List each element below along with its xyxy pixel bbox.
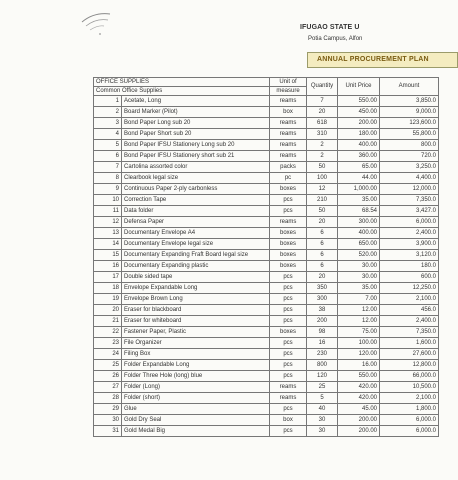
amount: 123,600.0 bbox=[380, 118, 439, 129]
unit-of-measure: reams bbox=[270, 393, 307, 404]
item-number: 2 bbox=[94, 107, 122, 118]
item-number: 16 bbox=[94, 261, 122, 272]
item-number: 18 bbox=[94, 283, 122, 294]
quantity: 38 bbox=[307, 305, 338, 316]
unit-of-measure: box bbox=[270, 107, 307, 118]
table-row bbox=[94, 316, 439, 327]
quantity: 200 bbox=[307, 316, 338, 327]
item-description: File Organizer bbox=[122, 338, 270, 349]
amount: 1,600.0 bbox=[380, 338, 439, 349]
unit-of-measure: pcs bbox=[270, 338, 307, 349]
quantity: 618 bbox=[307, 118, 338, 129]
item-description: Bond Paper IFSU Stationery short sub 21 bbox=[122, 151, 270, 162]
item-description: Data folder bbox=[122, 206, 270, 217]
item-description: Folder Expandable Long bbox=[122, 360, 270, 371]
table-row bbox=[94, 272, 439, 283]
quantity: 300 bbox=[307, 294, 338, 305]
quantity: 50 bbox=[307, 162, 338, 173]
amount: 3,900.0 bbox=[380, 239, 439, 250]
unit-of-measure: reams bbox=[270, 129, 307, 140]
amount: 2,400.0 bbox=[380, 228, 439, 239]
unit-of-measure: pcs bbox=[270, 294, 307, 305]
quantity: 210 bbox=[307, 195, 338, 206]
item-description: Board Marker (Pilot) bbox=[122, 107, 270, 118]
item-number: 4 bbox=[94, 129, 122, 140]
subsection-title: Common Office Supplies bbox=[94, 87, 270, 96]
quantity: 6 bbox=[307, 239, 338, 250]
unit-price: 1,000.00 bbox=[338, 184, 380, 195]
amount: 3,850.0 bbox=[380, 96, 439, 107]
unit-price: 12.00 bbox=[338, 305, 380, 316]
unit-price: 400.00 bbox=[338, 228, 380, 239]
unit-price: 550.00 bbox=[338, 96, 380, 107]
unit-price: 180.00 bbox=[338, 129, 380, 140]
table-row bbox=[94, 96, 439, 107]
table-row bbox=[94, 261, 439, 272]
unit-of-measure: reams bbox=[270, 140, 307, 151]
unit-price: 200.00 bbox=[338, 415, 380, 426]
table-row bbox=[94, 294, 439, 305]
table-row bbox=[94, 305, 439, 316]
amount: 2,100.0 bbox=[380, 393, 439, 404]
quantity: 7 bbox=[307, 96, 338, 107]
amount: 2,100.0 bbox=[380, 294, 439, 305]
amount: 12,000.0 bbox=[380, 184, 439, 195]
unit-of-measure: pcs bbox=[270, 360, 307, 371]
unit-price: 75.00 bbox=[338, 327, 380, 338]
unit-of-measure: boxes bbox=[270, 250, 307, 261]
unit-price: 30.00 bbox=[338, 261, 380, 272]
amount: 1,800.0 bbox=[380, 404, 439, 415]
item-number: 7 bbox=[94, 162, 122, 173]
table-row bbox=[94, 404, 439, 415]
table-row bbox=[94, 250, 439, 261]
item-number: 30 bbox=[94, 415, 122, 426]
item-number: 3 bbox=[94, 118, 122, 129]
amount: 7,350.0 bbox=[380, 327, 439, 338]
unit-column-header: Unit of bbox=[270, 78, 307, 87]
item-number: 20 bbox=[94, 305, 122, 316]
item-number: 31 bbox=[94, 426, 122, 437]
item-description: Glue bbox=[122, 404, 270, 415]
quantity: 25 bbox=[307, 382, 338, 393]
unit-price: 450.00 bbox=[338, 107, 380, 118]
unit-price: 550.00 bbox=[338, 371, 380, 382]
quantity: 30 bbox=[307, 426, 338, 437]
quantity: 6 bbox=[307, 250, 338, 261]
amount: 3,250.0 bbox=[380, 162, 439, 173]
item-description: Bond Paper Long sub 20 bbox=[122, 118, 270, 129]
item-description: Acetate, Long bbox=[122, 96, 270, 107]
item-description: Documentary Envelope legal size bbox=[122, 239, 270, 250]
unit-of-measure: pcs bbox=[270, 195, 307, 206]
table-row bbox=[94, 162, 439, 173]
unit-price: 12.00 bbox=[338, 316, 380, 327]
unit-price: 300.00 bbox=[338, 217, 380, 228]
unit-of-measure: reams bbox=[270, 96, 307, 107]
unit-price: 16.00 bbox=[338, 360, 380, 371]
unit-price: 650.00 bbox=[338, 239, 380, 250]
university-logo bbox=[80, 8, 116, 38]
table-row bbox=[94, 129, 439, 140]
quantity: 6 bbox=[307, 261, 338, 272]
table-row bbox=[94, 415, 439, 426]
item-description: Documentary Expanding Fraft Board legal size bbox=[122, 250, 270, 261]
quantity: 12 bbox=[307, 184, 338, 195]
table-row bbox=[94, 393, 439, 404]
amount: 4,400.0 bbox=[380, 173, 439, 184]
procurement-table bbox=[93, 77, 439, 437]
table-row bbox=[94, 360, 439, 371]
unit-price: 200.00 bbox=[338, 118, 380, 129]
table-row bbox=[94, 338, 439, 349]
amount: 6,000.0 bbox=[380, 426, 439, 437]
amount: 6,000.0 bbox=[380, 415, 439, 426]
item-number: 21 bbox=[94, 316, 122, 327]
item-number: 13 bbox=[94, 228, 122, 239]
table-row bbox=[94, 151, 439, 162]
item-description: Continuous Paper 2-ply carbonless bbox=[122, 184, 270, 195]
item-number: 10 bbox=[94, 195, 122, 206]
table-row bbox=[94, 195, 439, 206]
amount: 6,000.0 bbox=[380, 217, 439, 228]
amount: 600.0 bbox=[380, 272, 439, 283]
item-description: Folder (Long) bbox=[122, 382, 270, 393]
plan-title-banner: ANNUAL PROCUREMENT PLAN bbox=[307, 52, 458, 68]
item-description: Eraser for whiteboard bbox=[122, 316, 270, 327]
table-row bbox=[94, 217, 439, 228]
quantity: 120 bbox=[307, 371, 338, 382]
item-description: Envelope Brown Long bbox=[122, 294, 270, 305]
unit-price-column-header: Unit Price bbox=[338, 78, 380, 96]
item-number: 14 bbox=[94, 239, 122, 250]
item-description: Fastener Paper, Plastic bbox=[122, 327, 270, 338]
quantity-column-header: Quantity bbox=[307, 78, 338, 96]
amount: 9,000.0 bbox=[380, 107, 439, 118]
item-description: Cartolina assorted color bbox=[122, 162, 270, 173]
unit-price: 68.54 bbox=[338, 206, 380, 217]
amount: 180.0 bbox=[380, 261, 439, 272]
quantity: 16 bbox=[307, 338, 338, 349]
quantity: 350 bbox=[307, 283, 338, 294]
table-row bbox=[94, 140, 439, 151]
amount: 55,800.0 bbox=[380, 129, 439, 140]
item-number: 1 bbox=[94, 96, 122, 107]
item-number: 15 bbox=[94, 250, 122, 261]
table-body bbox=[94, 96, 439, 437]
item-number: 24 bbox=[94, 349, 122, 360]
item-description: Documentary Expanding plastic bbox=[122, 261, 270, 272]
table-row bbox=[94, 283, 439, 294]
unit-of-measure: pcs bbox=[270, 206, 307, 217]
unit-of-measure: reams bbox=[270, 217, 307, 228]
unit-of-measure: reams bbox=[270, 118, 307, 129]
quantity: 98 bbox=[307, 327, 338, 338]
unit-of-measure: pcs bbox=[270, 404, 307, 415]
quantity: 800 bbox=[307, 360, 338, 371]
quantity: 6 bbox=[307, 228, 338, 239]
quantity: 20 bbox=[307, 217, 338, 228]
quantity: 310 bbox=[307, 129, 338, 140]
table-row bbox=[94, 239, 439, 250]
quantity: 230 bbox=[307, 349, 338, 360]
unit-of-measure: boxes bbox=[270, 184, 307, 195]
unit-price: 45.00 bbox=[338, 404, 380, 415]
unit-of-measure: boxes bbox=[270, 239, 307, 250]
campus-address: Potia Campus, Alfon bbox=[308, 36, 363, 42]
item-number: 27 bbox=[94, 382, 122, 393]
item-number: 28 bbox=[94, 393, 122, 404]
unit-of-measure: box bbox=[270, 415, 307, 426]
unit-of-measure: pcs bbox=[270, 272, 307, 283]
unit-of-measure: reams bbox=[270, 151, 307, 162]
amount: 800.0 bbox=[380, 140, 439, 151]
unit-of-measure: pcs bbox=[270, 426, 307, 437]
unit-of-measure: boxes bbox=[270, 261, 307, 272]
item-description: Bond Paper IFSU Stationery Long sub 20 bbox=[122, 140, 270, 151]
quantity: 20 bbox=[307, 272, 338, 283]
unit-of-measure: pcs bbox=[270, 349, 307, 360]
amount: 66,000.0 bbox=[380, 371, 439, 382]
table-row bbox=[94, 107, 439, 118]
item-description: Folder (short) bbox=[122, 393, 270, 404]
institution-name: IFUGAO STATE U bbox=[300, 24, 360, 31]
amount: 2,400.0 bbox=[380, 316, 439, 327]
item-description: Gold Medal Big bbox=[122, 426, 270, 437]
quantity: 20 bbox=[307, 107, 338, 118]
quantity: 50 bbox=[307, 206, 338, 217]
unit-of-measure: pcs bbox=[270, 316, 307, 327]
unit-price: 30.00 bbox=[338, 272, 380, 283]
item-number: 11 bbox=[94, 206, 122, 217]
unit-price: 520.00 bbox=[338, 250, 380, 261]
amount: 3,120.0 bbox=[380, 250, 439, 261]
table-row bbox=[94, 118, 439, 129]
unit-of-measure: pcs bbox=[270, 283, 307, 294]
unit-price: 35.00 bbox=[338, 283, 380, 294]
item-description: Defensa Paper bbox=[122, 217, 270, 228]
item-description: Filing Box bbox=[122, 349, 270, 360]
amount-column-header: Amount bbox=[380, 78, 439, 96]
item-number: 23 bbox=[94, 338, 122, 349]
table-row bbox=[94, 173, 439, 184]
item-description: Envelope Expandable Long bbox=[122, 283, 270, 294]
unit-price: 65.00 bbox=[338, 162, 380, 173]
item-number: 19 bbox=[94, 294, 122, 305]
item-number: 5 bbox=[94, 140, 122, 151]
quantity: 2 bbox=[307, 151, 338, 162]
item-description: Double sided tape bbox=[122, 272, 270, 283]
quantity: 2 bbox=[307, 140, 338, 151]
quantity: 100 bbox=[307, 173, 338, 184]
unit-of-measure: pcs bbox=[270, 305, 307, 316]
unit-price: 200.00 bbox=[338, 426, 380, 437]
amount: 27,600.0 bbox=[380, 349, 439, 360]
item-number: 17 bbox=[94, 272, 122, 283]
unit-column-header-line2: measure bbox=[270, 87, 307, 96]
table-row bbox=[94, 184, 439, 195]
item-description: Folder Three Hole (long) blue bbox=[122, 371, 270, 382]
item-number: 9 bbox=[94, 184, 122, 195]
amount: 10,500.0 bbox=[380, 382, 439, 393]
item-number: 25 bbox=[94, 360, 122, 371]
table-row bbox=[94, 382, 439, 393]
item-number: 12 bbox=[94, 217, 122, 228]
unit-of-measure: pc bbox=[270, 173, 307, 184]
unit-of-measure: boxes bbox=[270, 228, 307, 239]
section-title: OFFICE SUPPLIES bbox=[94, 78, 270, 87]
unit-price: 35.00 bbox=[338, 195, 380, 206]
quantity: 30 bbox=[307, 415, 338, 426]
unit-of-measure: packs bbox=[270, 162, 307, 173]
item-number: 22 bbox=[94, 327, 122, 338]
amount: 7,350.0 bbox=[380, 195, 439, 206]
unit-of-measure: boxes bbox=[270, 327, 307, 338]
quantity: 5 bbox=[307, 393, 338, 404]
unit-of-measure: pcs bbox=[270, 371, 307, 382]
item-number: 6 bbox=[94, 151, 122, 162]
table-row bbox=[94, 349, 439, 360]
item-number: 26 bbox=[94, 371, 122, 382]
unit-price: 400.00 bbox=[338, 140, 380, 151]
item-description: Documentary Envelope A4 bbox=[122, 228, 270, 239]
amount: 720.0 bbox=[380, 151, 439, 162]
unit-price: 100.00 bbox=[338, 338, 380, 349]
item-description: Clearbook legal size bbox=[122, 173, 270, 184]
unit-price: 7.00 bbox=[338, 294, 380, 305]
item-description: Gold Dry Seal bbox=[122, 415, 270, 426]
amount: 12,800.0 bbox=[380, 360, 439, 371]
item-description: Eraser for blackboard bbox=[122, 305, 270, 316]
unit-price: 420.00 bbox=[338, 382, 380, 393]
unit-price: 44.00 bbox=[338, 173, 380, 184]
item-number: 8 bbox=[94, 173, 122, 184]
table-row bbox=[94, 228, 439, 239]
table-row bbox=[94, 327, 439, 338]
unit-price: 360.00 bbox=[338, 151, 380, 162]
unit-price: 420.00 bbox=[338, 393, 380, 404]
amount: 12,250.0 bbox=[380, 283, 439, 294]
item-description: Bond Paper Short sub 20 bbox=[122, 129, 270, 140]
unit-of-measure: reams bbox=[270, 382, 307, 393]
item-description: Correction Tape bbox=[122, 195, 270, 206]
amount: 456.0 bbox=[380, 305, 439, 316]
unit-price: 120.00 bbox=[338, 349, 380, 360]
item-number: 29 bbox=[94, 404, 122, 415]
table-row bbox=[94, 371, 439, 382]
amount: 3,427.0 bbox=[380, 206, 439, 217]
quantity: 40 bbox=[307, 404, 338, 415]
table-row bbox=[94, 206, 439, 217]
table-row bbox=[94, 426, 439, 437]
